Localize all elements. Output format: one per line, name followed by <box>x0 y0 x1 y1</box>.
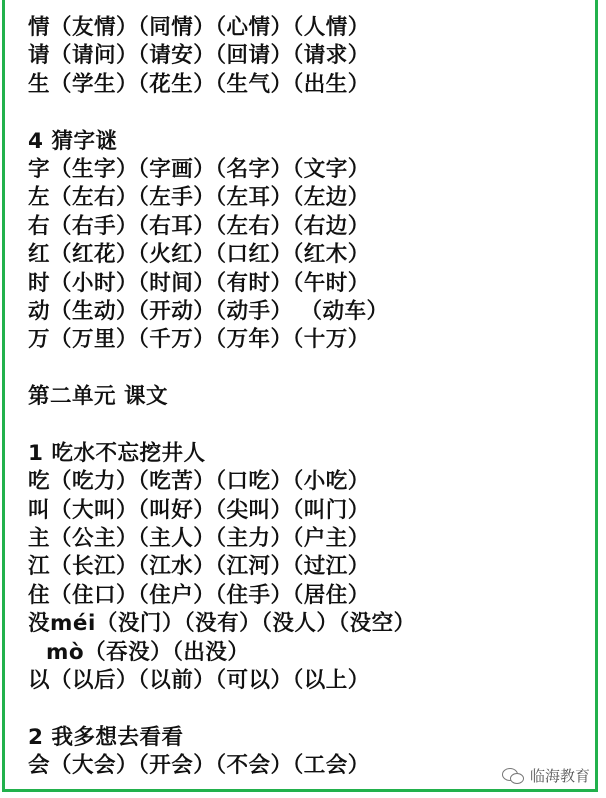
text-line: 红（红花）（火红）（口红）（红木） <box>28 242 370 268</box>
section-heading: 1 吃水不忘挖井人 <box>28 440 206 466</box>
text-line: 动（生动）（开动）（动手） （动车） <box>28 298 389 324</box>
unit-heading: 第二单元 课文 <box>28 384 168 410</box>
text-line: 主（公主）（主人）（主力）（户主） <box>28 526 370 552</box>
text-line: 万（万里）（千万）（万年）（十万） <box>28 327 370 353</box>
watermark-text: 临海教育 <box>529 767 590 785</box>
section-heading: 2 我多想去看看 <box>28 724 184 750</box>
text-line: 住（住口）（住户）（住手）（居住） <box>28 582 370 608</box>
blank-line <box>28 355 596 383</box>
text-line: 会（大会）（开会）（不会）（工会） <box>28 753 370 779</box>
text-line: 以（以后）（以前）（可以）（以上） <box>28 667 370 693</box>
text-line: 请（请问）（请安）（回请）（请求） <box>28 43 370 69</box>
text-line: 生（学生）（花生）（生气）（出生） <box>28 71 370 97</box>
text-line: 右（右手）（右耳）（左右）（右边） <box>28 213 370 239</box>
blank-line <box>28 411 596 439</box>
section-heading: 4 猜字谜 <box>28 128 118 154</box>
text-line: 字（生字）（字画）（名字）（文字） <box>28 156 370 182</box>
text-line: 江（长江）（江水）（江河）（过江） <box>28 554 370 580</box>
text-line: 没méi（没门）（没有）（没人）（没空） <box>28 611 416 637</box>
text-line: mò（吞没）（出没） <box>46 639 250 665</box>
blank-line <box>28 99 596 127</box>
text-line: 左（左右）（左手）（左耳）（左边） <box>28 185 370 211</box>
text-line: 情（友情）（同情）（心情）（人情） <box>28 15 370 40</box>
text-line: 叫（大叫）（叫好）（尖叫）（叫门） <box>28 497 370 523</box>
text-line: 吃（吃力）（吃苦）（口吃）（小吃） <box>28 469 370 495</box>
blank-line <box>28 695 596 723</box>
word-list <box>28 14 596 781</box>
wechat-icon <box>502 767 524 785</box>
watermark <box>502 765 590 786</box>
text-line: 时（小时）（时间）（有时）（午时） <box>28 270 370 296</box>
